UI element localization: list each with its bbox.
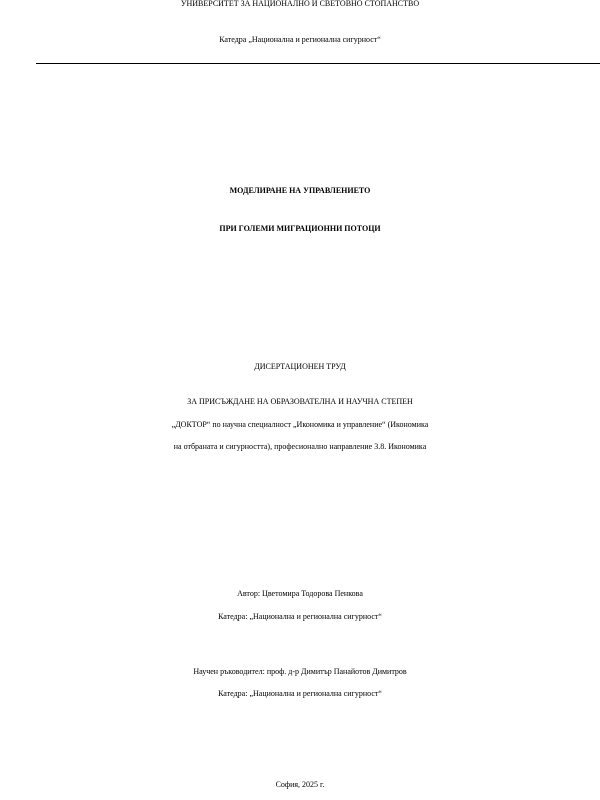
header-divider — [36, 63, 600, 64]
degree-line-1: ЗА ПРИСЪЖДАНЕ НА ОБРАЗОВАТЕЛНА И НАУЧНА СТЕПЕН — [187, 397, 413, 406]
advisor-department: Катедра: „Национална и регионална сигурност“ — [218, 689, 382, 698]
university-name: УНИВЕРСИТЕТ ЗА НАЦИОНАЛНО И СВЕТОВНО СТОПАНСТВО — [180, 0, 420, 8]
thesis-title-line-1: МОДЕЛИРАНЕ НА УПРАВЛЕНИЕТО — [229, 186, 371, 195]
author-name: Автор: Цветомира Тодорова Пенкова — [237, 589, 363, 598]
degree-line-3: на отбраната и сигурността), професионално направление 3.8. Икономика — [173, 442, 427, 451]
department-header: Катедра „Национална и регионална сигурност“ — [219, 35, 381, 44]
author-department: Катедра: „Национална и регионална сигурност“ — [218, 612, 382, 621]
degree-line-2: „ДОКТОР“ по научна специалност „Икономика и управление“ (Икономика — [171, 420, 429, 429]
thesis-title-line-2: ПРИ ГОЛЕМИ МИГРАЦИОННИ ПОТОЦИ — [219, 224, 381, 233]
advisor-name: Научен ръководител: проф. д-р Димитър Панайотов Димитров — [193, 667, 407, 676]
dissertation-type: ДИСЕРТАЦИОНЕН ТРУД — [254, 362, 346, 371]
place-and-year: София, 2025 г. — [275, 780, 325, 789]
